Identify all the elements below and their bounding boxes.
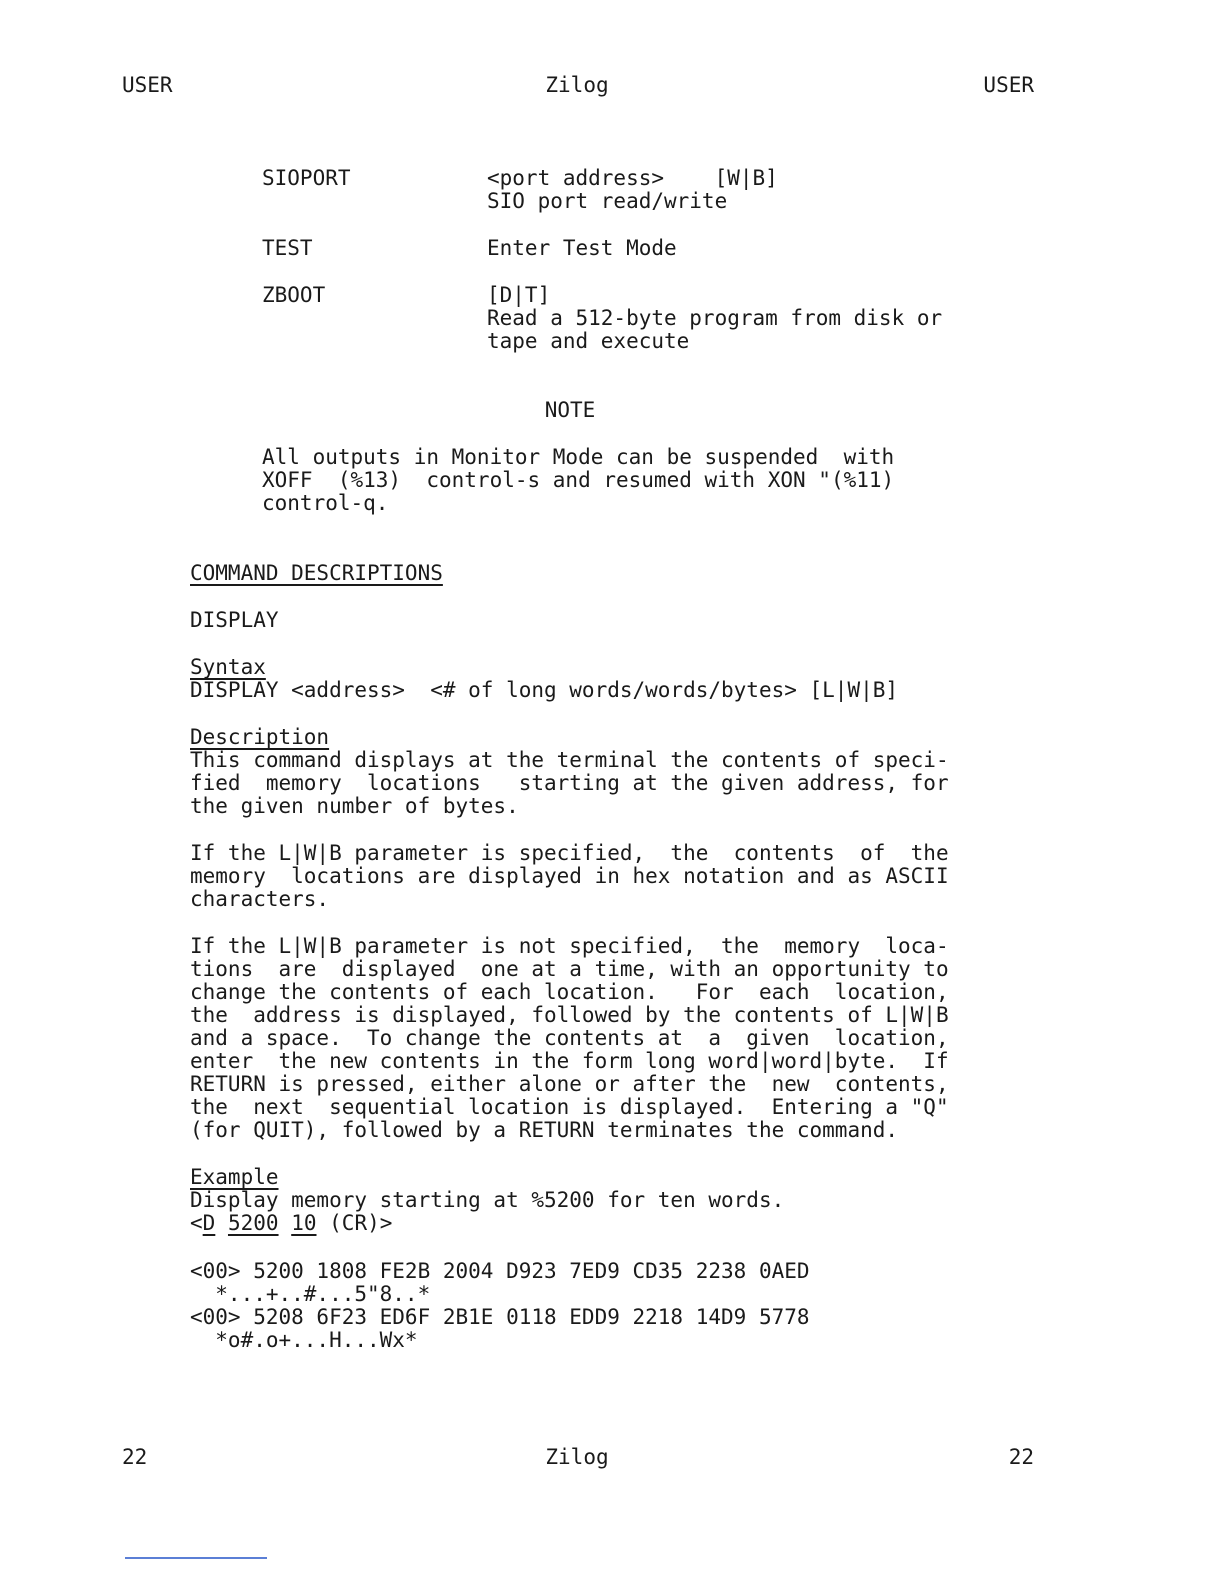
example-command-count: 10 — [291, 1211, 317, 1235]
command-desc-sioport-line-1: <port address> [W|B] — [487, 166, 778, 190]
description-heading: Description — [190, 725, 330, 749]
example-command-d: D — [202, 1211, 216, 1235]
command-title — [190, 609, 1033, 632]
command-title-text: DISPLAY — [190, 608, 279, 632]
example-command-prefix: < — [190, 1211, 203, 1235]
syntax-block — [190, 656, 1033, 702]
description-p3-line: change the contents of each location. For each location, — [190, 980, 949, 1004]
example-command-addr: 5200 — [227, 1211, 279, 1235]
command-desc-test-line-1: Enter Test Mode — [487, 236, 677, 260]
example-output-line: <00> 5200 1808 FE2B 2004 D923 7ED9 CD35 2238 0AED — [190, 1259, 810, 1283]
description-p3-line: (for QUIT), followed by a RETURN terminates the command. — [190, 1118, 899, 1142]
bottom-rule — [125, 1557, 267, 1559]
example-command — [190, 1212, 1033, 1235]
description-p1-line: the given number of bytes. — [190, 794, 519, 818]
header-right: USER — [983, 73, 1034, 97]
command-desc-zboot-line-2: Read a 512-byte program from disk or — [487, 306, 943, 330]
note-line: All outputs in Monitor Mode can be suspended with — [262, 445, 895, 469]
description-p2-line: characters. — [190, 887, 330, 911]
section-title — [190, 562, 1033, 585]
header-left: USER — [122, 73, 173, 97]
syntax-line: DISPLAY <address> <# of long words/words/bytes> [L|W|B] — [190, 678, 899, 702]
description-p3-line: If the L|W|B parameter is not specified, the memory loca- — [190, 934, 949, 958]
section-title-text: COMMAND DESCRIPTIONS — [190, 561, 443, 585]
example-output-line: *o#.o+...H...Wx* — [190, 1328, 418, 1352]
description-p2-line: If the L|W|B parameter is specified, the contents of the — [190, 841, 949, 865]
description-p3-line: the address is displayed, followed by the contents of L|W|B — [190, 1003, 949, 1027]
description-p1-line: fied memory locations starting at the given address, for — [190, 771, 949, 795]
note-body — [262, 446, 982, 515]
description-block — [190, 726, 1033, 818]
example-heading: Example — [190, 1165, 279, 1189]
description-p3-line: RETURN is pressed, either alone or after the new contents, — [190, 1072, 949, 1096]
description-paragraph-3 — [190, 935, 1033, 1142]
note-line: control-q. — [262, 491, 389, 515]
command-name-zboot: ZBOOT — [262, 283, 326, 307]
command-desc-zboot-line-1: [D|T] — [487, 283, 551, 307]
command-desc-zboot-line-3: tape and execute — [487, 329, 690, 353]
command-desc-sioport-line-2: SIO port read/write — [487, 189, 728, 213]
example-output-line: *...+..#...5"8..* — [190, 1282, 431, 1306]
example-block — [190, 1166, 1033, 1235]
description-p3-line: tions are displayed one at a time, with an opportunity to — [190, 957, 949, 981]
description-p3-line: the next sequential location is displayed. Entering a "Q" — [190, 1095, 949, 1119]
example-output-line: <00> 5208 6F23 ED6F 2B1E 0118 EDD9 2218 14D9 5778 — [190, 1305, 810, 1329]
note-title: NOTE — [544, 398, 596, 422]
description-paragraph-2 — [190, 842, 1033, 911]
footer-center: Zilog — [545, 1445, 609, 1469]
description-p3-line: enter the new contents in the form long word|word|byte. If — [190, 1049, 949, 1073]
command-name-sioport: SIOPORT — [262, 166, 351, 190]
example-line: Display memory starting at %5200 for ten words. — [190, 1188, 785, 1212]
footer-right: 22 — [1008, 1445, 1034, 1469]
footer-left: 22 — [122, 1445, 148, 1469]
note-line: XOFF (%13) control-s and resumed with XON "(%11) — [262, 468, 895, 492]
syntax-heading: Syntax — [190, 655, 266, 679]
example-output — [190, 1260, 1033, 1352]
description-p1-line: This command displays at the terminal the contents of speci- — [190, 748, 949, 772]
example-command-suffix: (CR)> — [329, 1211, 393, 1235]
description-p3-line: and a space. To change the contents at a given location, — [190, 1026, 949, 1050]
description-p2-line: memory locations are displayed in hex notation and as ASCII — [190, 864, 949, 888]
header-center: Zilog — [545, 73, 609, 97]
command-name-test: TEST — [262, 236, 313, 260]
